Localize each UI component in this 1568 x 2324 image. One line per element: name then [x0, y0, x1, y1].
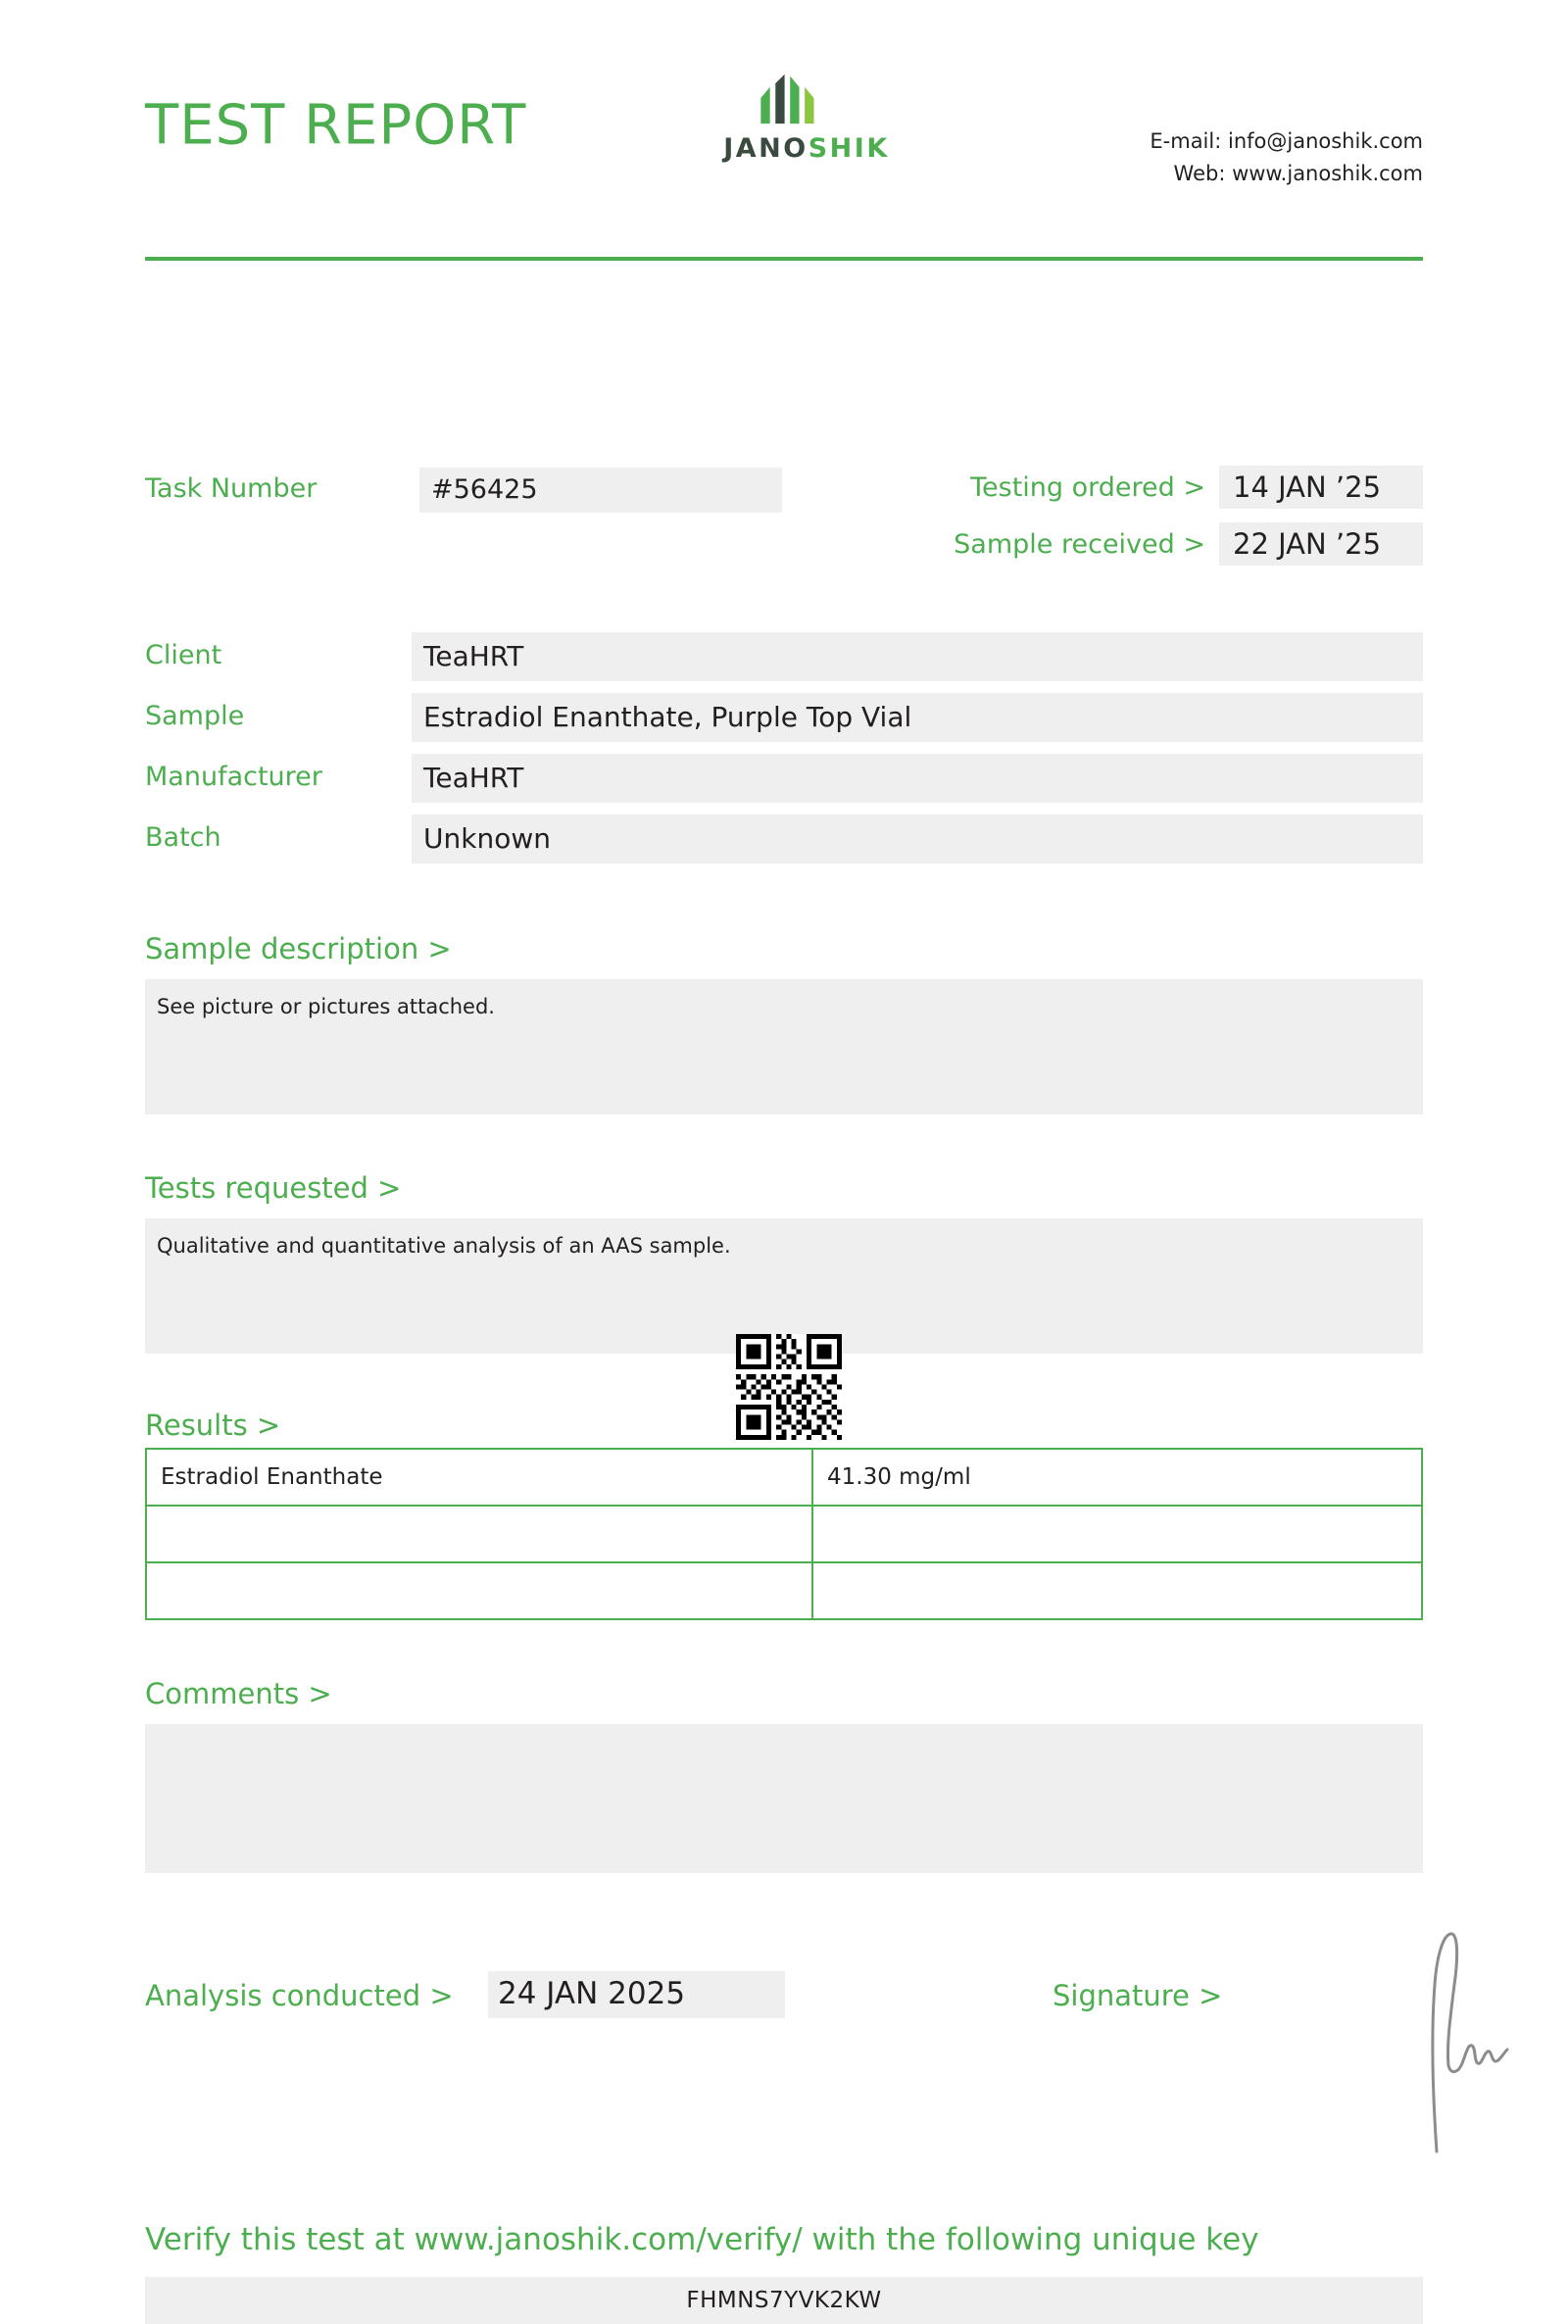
results-table: [145, 1448, 1423, 1620]
logo-wordmark-dark: JANO: [723, 133, 808, 164]
manufacturer-value: TeaHRT: [412, 754, 1423, 803]
info-row-client: [145, 632, 1423, 693]
table-row: [146, 1449, 1422, 1506]
sample-value: Estradiol Enanthate, Purple Top Vial: [412, 693, 1423, 742]
mountain-logo-icon: [752, 71, 861, 125]
report-header: [145, 0, 1423, 196]
table-row: [146, 1562, 1422, 1619]
result-value: 41.30 mg/ml: [812, 1449, 1422, 1506]
results-title: Results >: [145, 1409, 281, 1442]
result-value: [812, 1562, 1422, 1619]
client-value: TeaHRT: [412, 632, 1423, 681]
comments-title: Comments >: [145, 1677, 332, 1710]
testing-ordered-row: [874, 466, 1423, 509]
signature-label: Signature >: [1053, 1979, 1223, 2012]
report-content: [145, 0, 1423, 2324]
testing-ordered-value: 14 JAN ’25: [1219, 466, 1423, 509]
sample-info-block: [145, 632, 1423, 875]
result-name: Estradiol Enanthate: [146, 1449, 812, 1506]
qr-code-icon: [736, 1334, 842, 1440]
sample-received-label: Sample received >: [954, 528, 1205, 560]
contact-email: E-mail: info@janoshik.com: [1150, 129, 1423, 153]
batch-value: Unknown: [412, 815, 1423, 864]
result-name: [146, 1562, 812, 1619]
sample-received-row: [874, 522, 1423, 566]
result-value: [812, 1506, 1422, 1562]
page-title: TEST REPORT: [145, 93, 527, 158]
contact-web: Web: www.janoshik.com: [1173, 161, 1423, 185]
task-number-value: #56425: [419, 468, 782, 513]
results-header: [145, 1354, 1423, 1448]
sample-label: Sample: [145, 701, 245, 731]
unique-key-value: FHMNS7YVK2KW: [145, 2277, 1423, 2324]
info-row-batch: [145, 815, 1423, 875]
task-row: [145, 470, 1423, 581]
logo-wordmark-green: SHIK: [808, 133, 890, 164]
logo-wordmark: [694, 133, 919, 164]
batch-label: Batch: [145, 822, 221, 853]
task-number-label: Task Number: [145, 473, 318, 504]
sample-received-value: 22 JAN ’25: [1219, 522, 1423, 566]
analysis-conducted-date: 24 JAN 2025: [488, 1971, 785, 2018]
header-divider: [145, 257, 1423, 261]
footer-row: [145, 1967, 1423, 2163]
signature-icon: [1409, 1928, 1527, 2153]
info-row-sample: [145, 693, 1423, 754]
client-label: Client: [145, 640, 222, 670]
info-row-manufacturer: [145, 754, 1423, 815]
date-fields: [874, 466, 1423, 579]
comments-box: [145, 1724, 1423, 1873]
sample-description-title: Sample description >: [145, 932, 452, 965]
verify-text: Verify this test at www.janoshik.com/verify/ with the following unique key: [145, 2222, 1259, 2257]
brand-logo: [694, 71, 919, 164]
tests-requested-box: Qualitative and quantitative analysis of an AAS sample.: [145, 1218, 1423, 1354]
contact-info: [1150, 125, 1423, 189]
sample-description-box: See picture or pictures attached.: [145, 979, 1423, 1114]
result-name: [146, 1506, 812, 1562]
testing-ordered-label: Testing ordered >: [970, 471, 1205, 503]
tests-requested-title: Tests requested >: [145, 1171, 402, 1205]
manufacturer-label: Manufacturer: [145, 762, 322, 792]
table-row: [146, 1506, 1422, 1562]
analysis-conducted-label: Analysis conducted >: [145, 1979, 454, 2012]
